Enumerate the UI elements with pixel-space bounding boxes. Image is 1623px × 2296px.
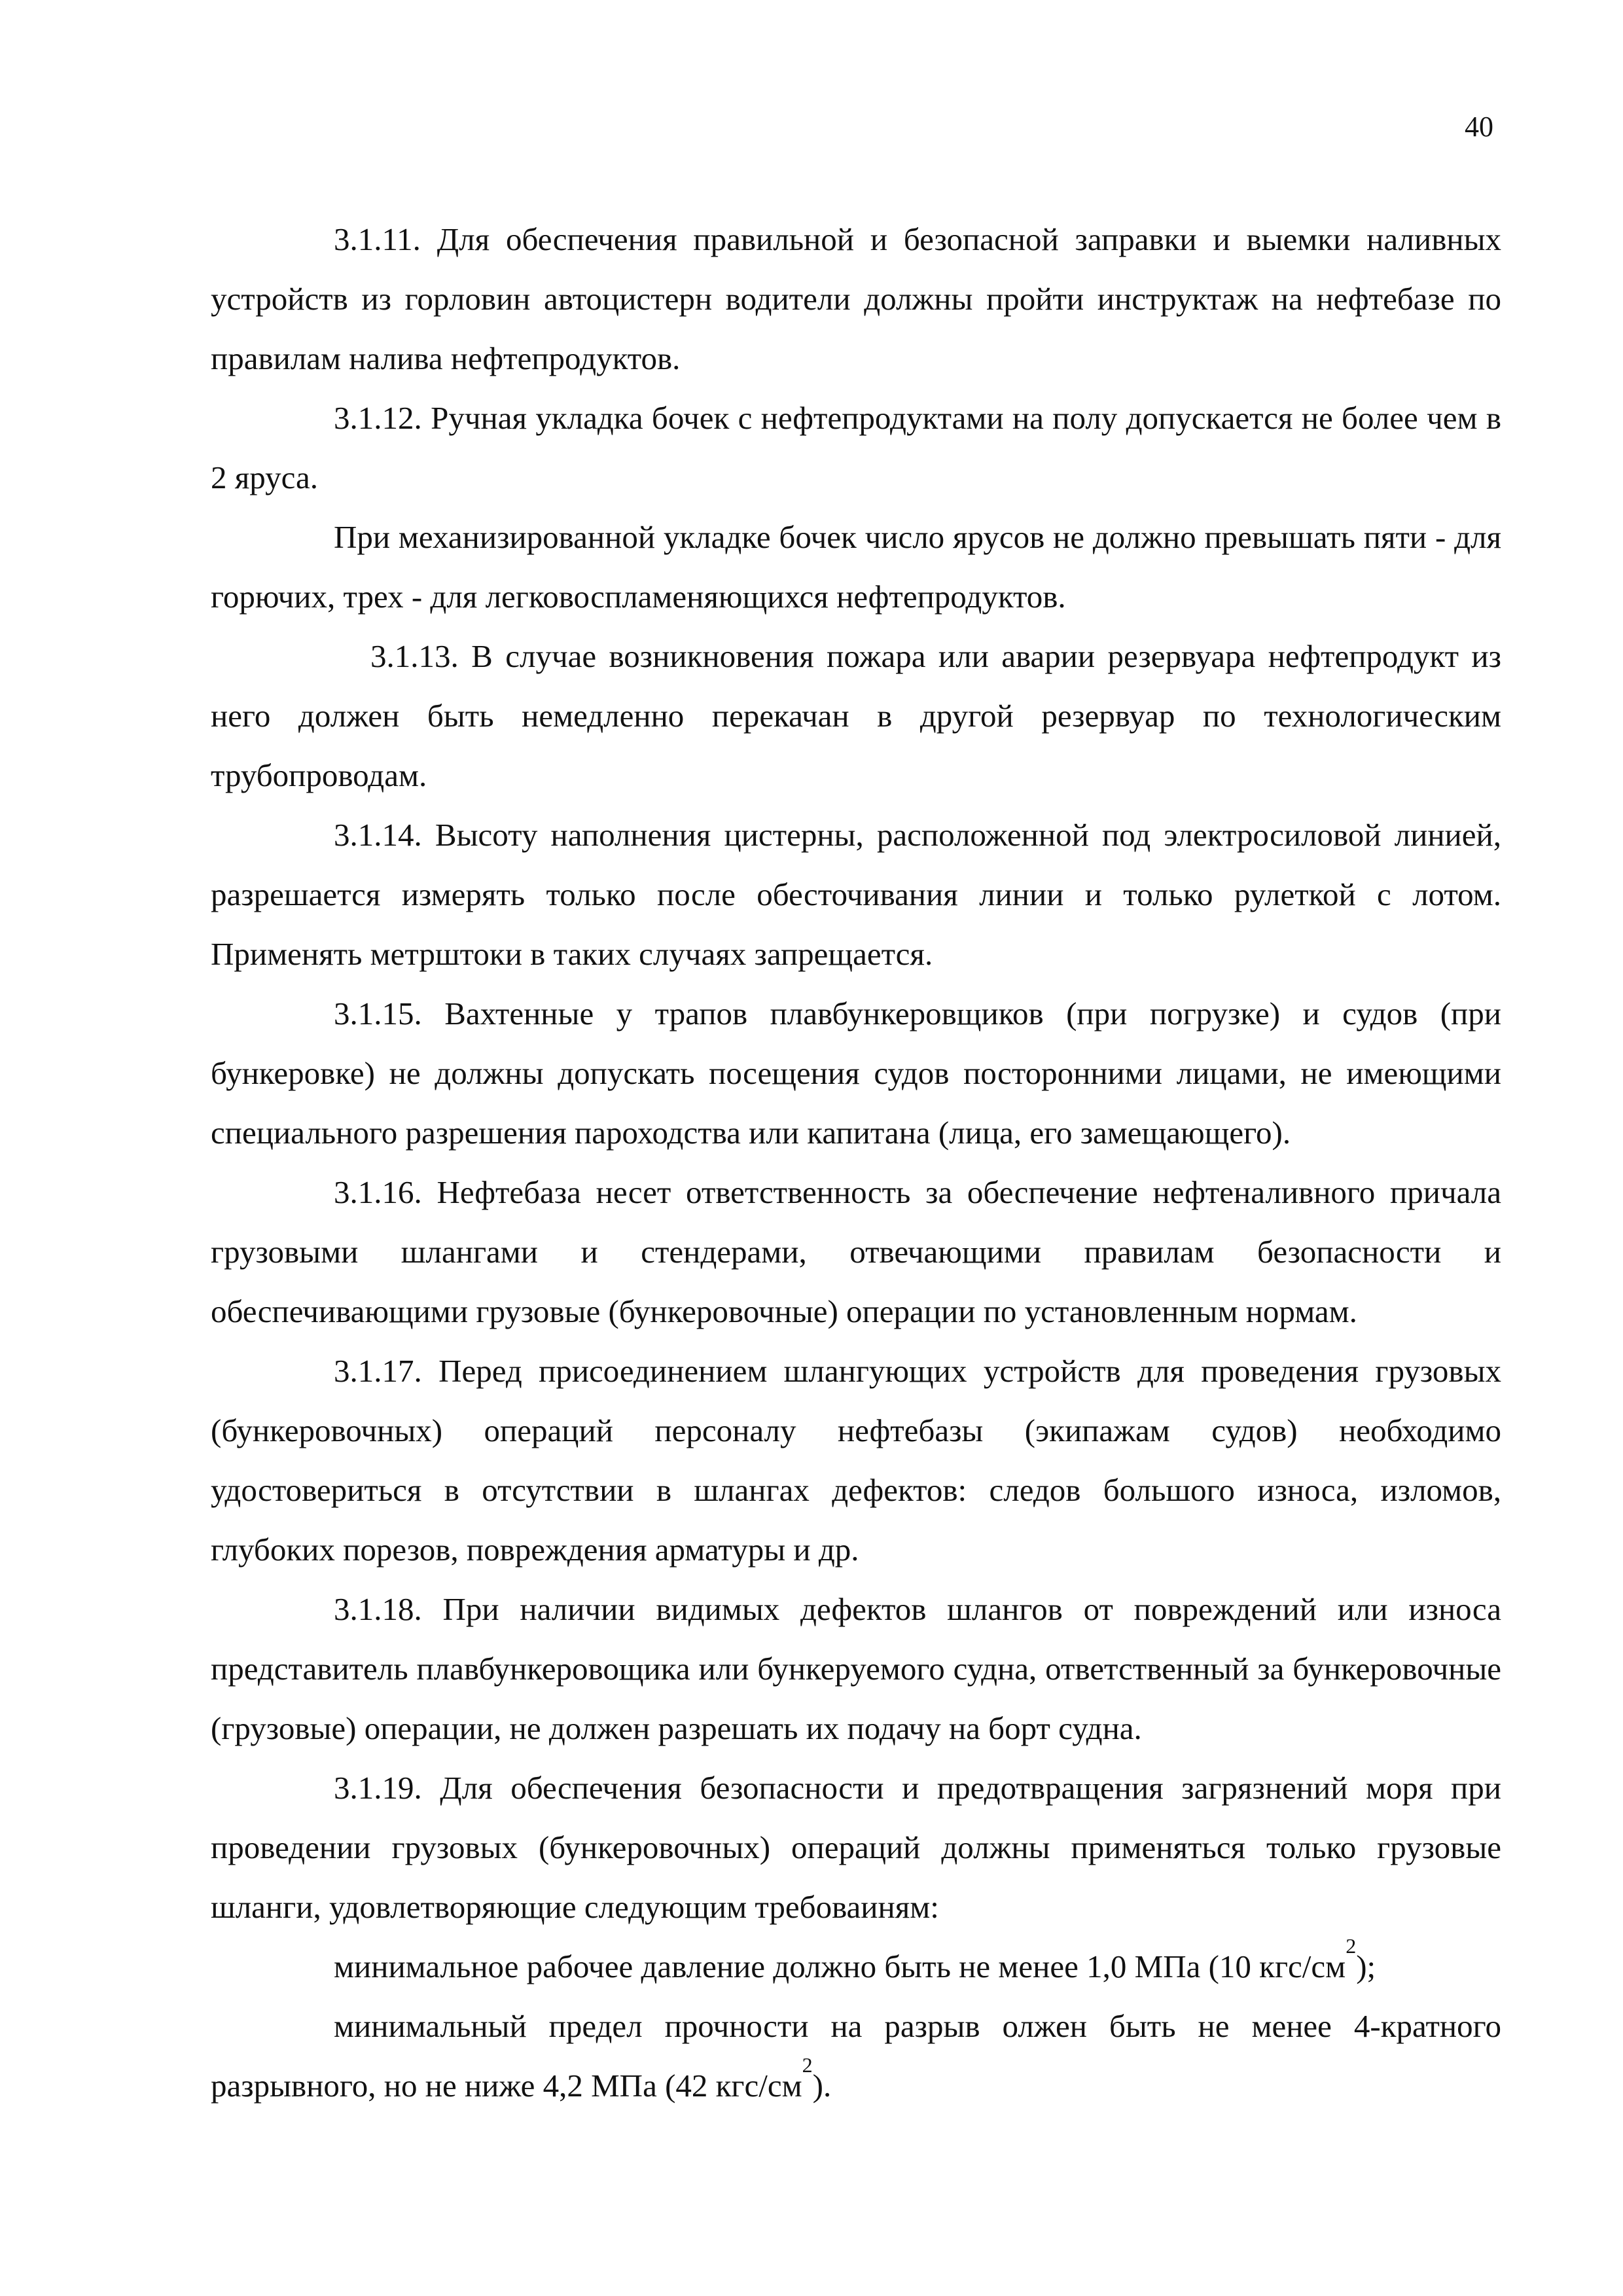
- paragraph-3-1-11: 3.1.11. Для обеспечения правильной и безопасной заправки и выемки наливных устройств из горловин автоцистерн водители должны пройти инструктаж на нефтебазе по правилам налива нефтепродуктов.: [211, 221, 1501, 376]
- paragraph-3-1-17: 3.1.17. Перед присоединением шлангующих устройств для проведения грузовых (бункеровочных) операций персоналу нефтебазы (экипажам судов) необходимо удостовериться в отсутствии в шлангах дефектов: следов большого износа, изломов, глубоких порезов, повреждения арматуры и др.: [211, 1353, 1501, 1568]
- document-body: [211, 209, 1501, 2115]
- paragraph-mechanized-stacking: При механизированной укладке бочек число ярусов не должно превышать пяти - для горючих, трех - для легковоспламеняющихся нефтепродуктов.: [211, 519, 1501, 615]
- requirement-1-exponent: 2: [1346, 1933, 1357, 1958]
- page-number: 40: [1465, 111, 1493, 143]
- requirement-1-text: минимальное рабочее давление должно быть не менее 1,0 МПа (10 кгс/см: [334, 1948, 1346, 1984]
- paragraph-3-1-14: 3.1.14. Высоту наполнения цистерны, расположенной под электросиловой линией, разрешается измерять только после обесточивания линии и только рулеткой с лотом. Применять метрштоки в таких случаях запрещается.: [211, 817, 1501, 972]
- requirement-min-tensile-strength: [211, 1996, 1501, 2115]
- requirement-2-suffix: ).: [812, 2068, 832, 2104]
- paragraph-3-1-16: 3.1.16. Нефтебаза несет ответственность за обеспечение нефтеналивного причала грузовыми шлангами и стендерами, отвечающими правилам безопасности и обеспечивающими грузовые (бункеровочные) операции по установленным нормам.: [211, 1174, 1501, 1329]
- requirement-min-working-pressure: [211, 1933, 1501, 1996]
- requirement-2-exponent: 2: [802, 2053, 813, 2077]
- requirement-2-text: минимальный предел прочности на разрыв олжен быть не менее 4-кратного разрывного, но не ниже 4,2 МПа (42 кгс/см: [211, 2008, 1501, 2104]
- paragraph-3-1-13: 3.1.13. В случае возникновения пожара или аварии резервуара нефтепродукт из него должен быть немедленно перекачан в другой резервуар по технологическим трубопроводам.: [211, 638, 1501, 793]
- paragraph-3-1-12: 3.1.12. Ручная укладка бочек с нефтепродуктами на полу допускается не более чем в 2 яруса.: [211, 400, 1501, 495]
- requirement-1-suffix: );: [1356, 1948, 1376, 1984]
- paragraph-3-1-18: 3.1.18. При наличии видимых дефектов шлангов от повреждений или износа представитель плавбункеровощика или бункеруемого судна, ответственный за бункеровочные (грузовые) операции, не должен разрешать их подачу на борт судна.: [211, 1591, 1501, 1746]
- paragraph-3-1-19: 3.1.19. Для обеспечения безопасности и предотвращения загрязнений моря при проведении грузовых (бункеровочных) операций должны применяться только грузовые шланги, удовлетворяющие следующим требоваиням:: [211, 1770, 1501, 1925]
- paragraph-3-1-15: 3.1.15. Вахтенные у трапов плавбункеровщиков (при погрузке) и судов (при бункеровке) не должны допускать посещения судов посторонними лицами, не имеющими специального разрешения пароходства или капитана (лица, его замещающего).: [211, 996, 1501, 1151]
